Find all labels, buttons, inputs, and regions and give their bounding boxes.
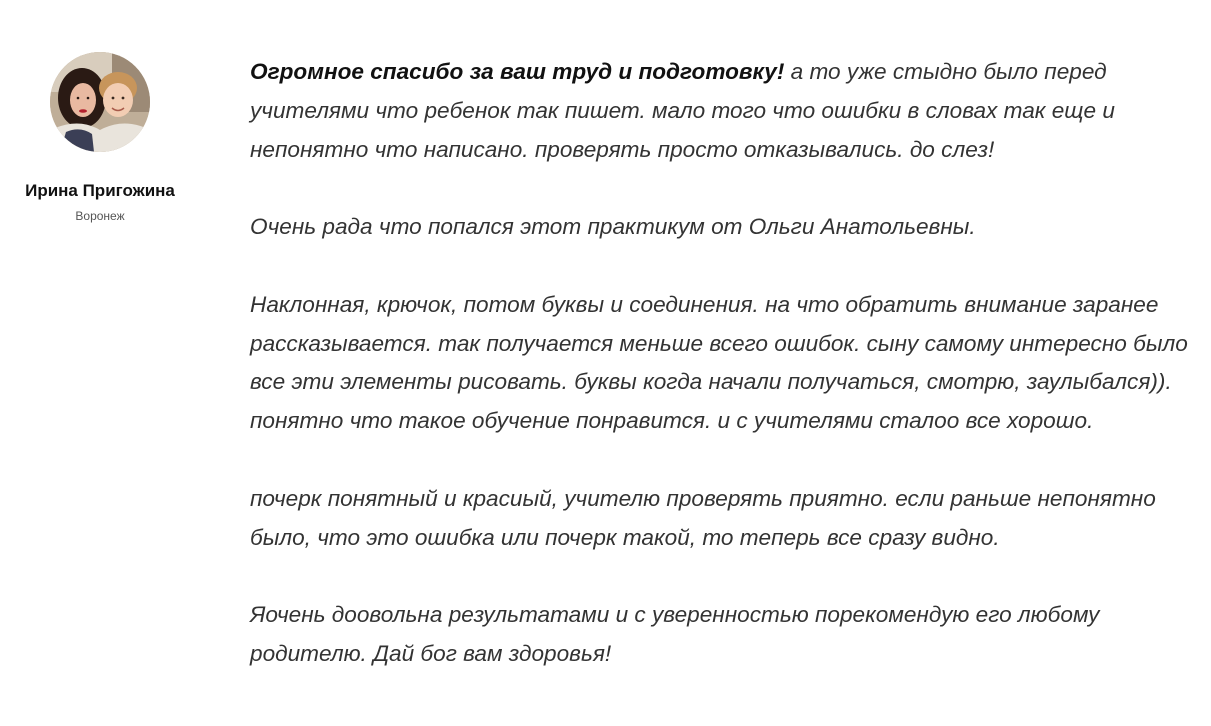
author-photo [50,52,150,152]
review-paragraph: Яочень доовольна результатами и с уверенностью порекомендую его любому родителю. Дай бог вам здоровья! [250,602,1100,666]
review-text [250,53,1190,674]
author-avatar [50,52,150,152]
review-paragraph: почерк понятный и красиый, учителю проверять приятно. если раньше непонятно было, что это ошибка или почерк такой, то теперь все сразу видно. [250,485,1156,550]
review-paragraph-text: а то уже стыдно было перед учителями что ребенок так пишет. мало того что ошибки в словах так еще и непонятно что написано. проверять просто отказывались. до слез! [250,59,1115,162]
review-lead: Огромное спасибо за ваш труд и подготовку! [250,59,785,84]
review-paragraph [250,53,1190,169]
review-paragraph: Наклонная, крючок, потом буквы и соединения. на что обратить внимание заранее рассказывается. так получается меньше всего ошибок. сыну самому интересно было все эти элементы рисовать. буквы когда начали получаться, смотрю, заулыбался)). понятно что такое обучение понравится. и с учителями сталоо все хорошо. [250,291,1188,434]
author-city: Воронеж [75,209,125,223]
author-name: Ирина Пригожина [25,181,175,200]
review-author [0,52,200,224]
review-paragraph: Очень рада что попался этот практикум от Ольги Анатольевны. [250,214,976,240]
